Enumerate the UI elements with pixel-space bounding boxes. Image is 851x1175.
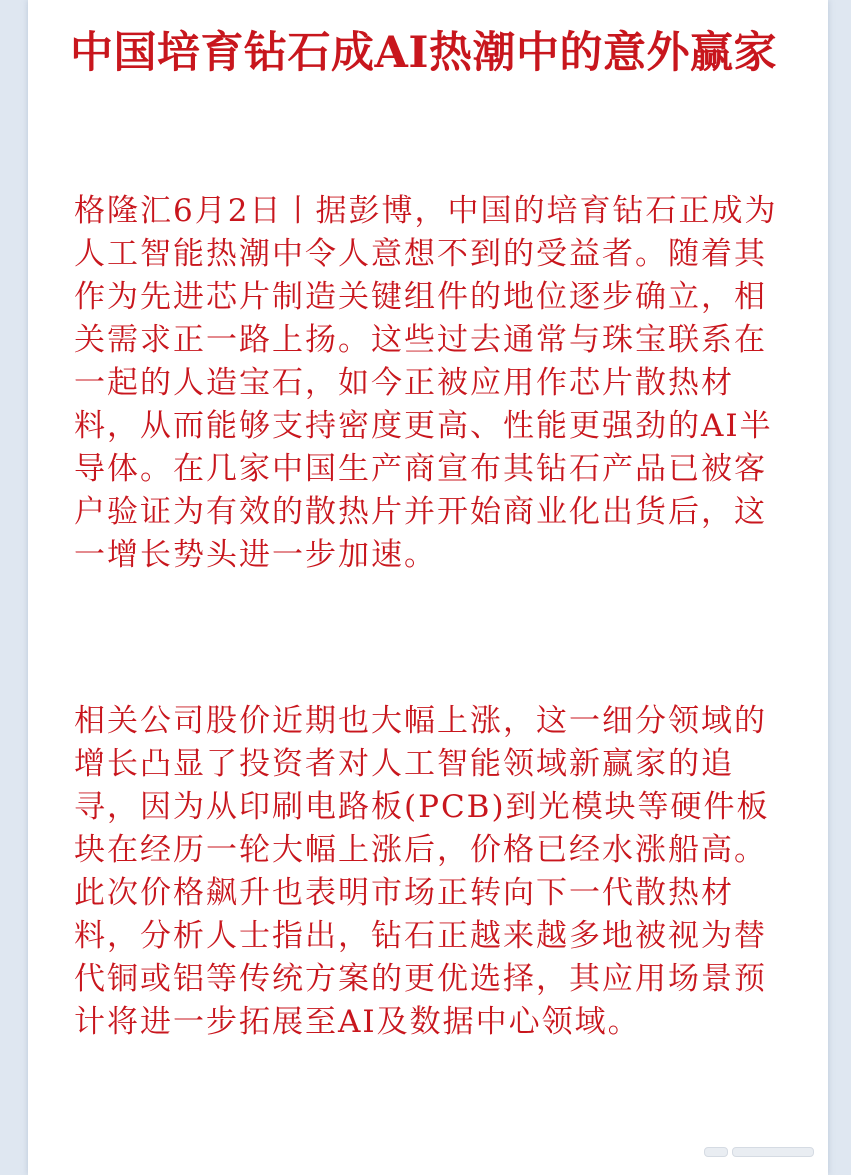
article-title: 中国培育钻石成AI热潮中的意外赢家 (70, 28, 777, 78)
article-paragraph-2: 相关公司股价近期也大幅上涨，这一细分领域的增长凸显了投资者对人工智能领域新赢家的追寻，因为从印刷电路板(PCB)到光模块等硬件板块在经历一轮大幅上涨后，价格已经水涨船高。此次价格飙升也表明市场正转向下一代散热材料，分析人士指出，钻石正越来越多地被视为替代铜或铝等传统方案的更优选择，其应用场景预计将进一步拓展至AI及数据中心领域。 (74, 703, 770, 1040)
article-paragraph-1: 格隆汇6月2日丨据彭博，中国的培育钻石正成为人工智能热潮中令人意想不到的受益者。随着其作为先进芯片制造关键组件的地位逐步确立，相关需求正一路上扬。这些过去通常与珠宝联系在一起的人造宝石，如今正被应用作芯片散热材料，从而能够支持密度更高、性能更强劲的AI半导体。在几家中国生产商宣布其钻石产品已被客户验证为有效的散热片并开始商业化出货后，这一增长势头进一步加速。 (74, 193, 778, 573)
article-page (28, 0, 828, 1175)
indicator-segment-long (732, 1147, 814, 1157)
indicator-segment-short (704, 1147, 728, 1157)
scroll-indicator[interactable] (704, 1143, 814, 1159)
